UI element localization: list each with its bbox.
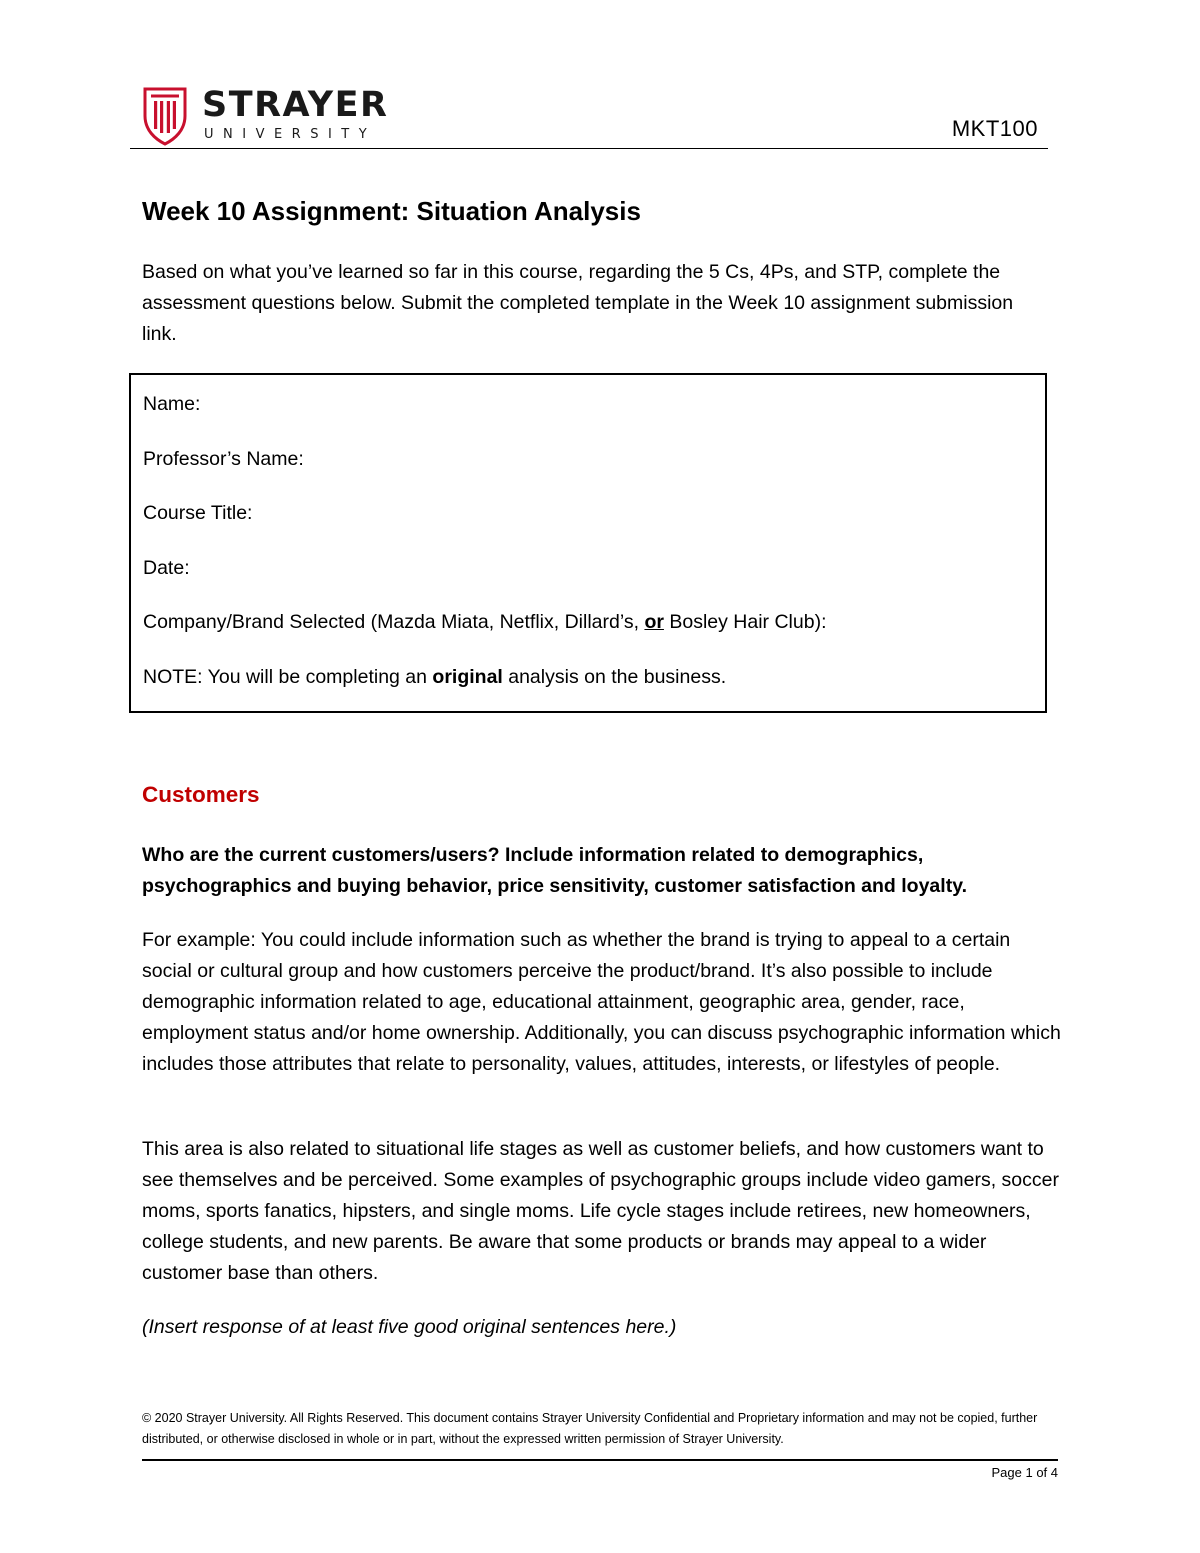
note-suffix: analysis on the business. [502,666,727,688]
response-placeholder: (Insert response of at least five good original sentences here.) [142,1316,677,1338]
page-number: Page 1 of 4 [991,1465,1058,1480]
copyright-notice: © 2020 Strayer University. All Rights Reserved. This document contains Strayer University Confidential and Proprietary information and may not be copied, further distributed, or otherwise disclosed in whole or in part, without the expressed written permission of Strayer University. [142,1411,1038,1446]
note-prefix: NOTE: You will be completing an [143,666,433,688]
name-field-label: Name: [143,393,201,415]
note-text [143,664,726,690]
professor-field-label: Professor’s Name: [143,448,304,470]
note-bold: original [432,666,503,688]
customers-heading: Customers [142,782,260,807]
page-header [130,84,1048,149]
logo-subtitle: UNIVERSITY [204,127,377,142]
logo-name: STRAYER [202,85,389,125]
date-field-label: Date: [143,557,190,579]
shield-icon [142,86,188,146]
page-title: Week 10 Assignment: Situation Analysis [142,196,641,226]
company-suffix: Bosley Hair Club): [663,611,827,633]
company-field-label [143,609,827,635]
intro-paragraph: Based on what you’ve learned so far in this course, regarding the 5 Cs, 4Ps, and STP, complete the assessment questions below. Submit the completed template in the Week 10 assignment submission link. [142,261,1014,345]
company-prefix: Company/Brand Selected (Mazda Miata, Netflix, Dillard’s, [143,611,645,633]
company-or: or [644,611,664,633]
strayer-logo [142,86,388,146]
logo-wordmark [202,86,388,144]
customers-example-paragraph: For example: You could include information such as whether the brand is trying to appeal to a certain social or cultural group and how customers perceive the product/brand. It’s also possible to include demographic information related to age, educational attainment, geographic area, gender, race, employment status and/or home ownership. Additionally, you can discuss psychographic information which includes those attributes that relate to personality, values, attitudes, interests, or lifestyles of people. [142,929,1061,1075]
footer-divider [142,1459,1058,1461]
customers-question: Who are the current customers/users? Include information related to demographics, psychographics and buying behavior, price sensitivity, customer satisfaction and loyalty. [142,844,968,897]
student-info-box [129,373,1047,713]
course-title-field-label: Course Title: [143,502,253,524]
customers-lifestage-paragraph: This area is also related to situational life stages as well as customer beliefs, and how customers want to see themselves and be perceived. Some examples of psychographic groups include video gamers, soccer moms, sports fanatics, hipsters, and single moms. Life cycle stages include retirees, new homeowners, college students, and new parents. Be aware that some products or brands may appeal to a wider customer base than others. [142,1138,1059,1284]
course-code: MKT100 [951,116,1038,141]
